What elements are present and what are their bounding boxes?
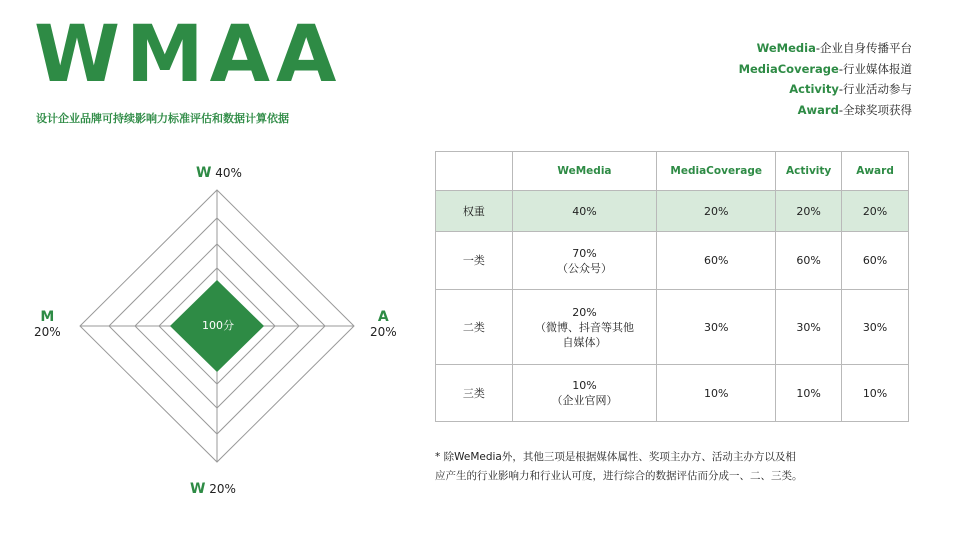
radar-label-top: W 40%	[196, 165, 242, 181]
table-cell: 20%	[842, 191, 909, 232]
table-cell: 20%	[657, 191, 776, 232]
radar-label-right: A 20%	[370, 309, 397, 339]
table-cell: 60%	[842, 232, 909, 290]
radar-center-score: 100分	[202, 319, 234, 332]
table-header-row	[436, 152, 909, 191]
legend-item-award: Award-全球奖项获得	[797, 102, 912, 117]
table-cell: 60%	[657, 232, 776, 290]
legend	[739, 38, 912, 120]
table-header-cell	[436, 152, 513, 191]
table-cell: 一类	[436, 232, 513, 290]
radar-label-bottom: W 20%	[190, 481, 236, 497]
table-cell: 10% （企业官网）	[512, 365, 657, 422]
legend-item-activity: Activity-行业活动参与	[789, 82, 912, 96]
logo-wmaa: WMAA	[34, 10, 343, 100]
table-cell: 10%	[842, 365, 909, 422]
table-header-cell: Award	[842, 152, 909, 191]
weight-table	[435, 151, 909, 422]
table-header-cell: WeMedia	[512, 152, 657, 191]
table-row	[436, 232, 909, 290]
table-cell: 30%	[842, 290, 909, 365]
table-cell: 20%	[776, 191, 842, 232]
table-row	[436, 290, 909, 365]
table-cell: 10%	[657, 365, 776, 422]
table-cell: 20% （微博、抖音等其他 自媒体）	[512, 290, 657, 365]
table-cell: 60%	[776, 232, 842, 290]
table-header-cell: MediaCoverage	[657, 152, 776, 191]
radar-label-left: M 20%	[34, 309, 61, 339]
table-cell: 三类	[436, 365, 513, 422]
table-cell: 权重	[436, 191, 513, 232]
footnote: * 除WeMedia外，其他三项是根据媒体属性、奖项主办方、活动主办方以及相 应产生的行业影响力和行业认可度，进行综合的数据评估而分成一、二、三类。	[435, 451, 803, 482]
legend-item-wemedia: WeMedia-企业自身传播平台	[756, 41, 912, 55]
table-header-cell: Activity	[776, 152, 842, 191]
table-cell: 40%	[512, 191, 657, 232]
table-cell: 二类	[436, 290, 513, 365]
table-cell: 30%	[657, 290, 776, 365]
legend-item-mediacoverage: MediaCoverage-行业媒体报道	[738, 61, 912, 76]
table-cell: 30%	[776, 290, 842, 365]
table-row-weight	[436, 191, 909, 232]
table-cell: 10%	[776, 365, 842, 422]
table-row	[436, 365, 909, 422]
table-cell: 70% （公众号）	[512, 232, 657, 290]
subtitle: 设计企业品牌可持续影响力标准评估和数据计算依据	[36, 112, 289, 125]
